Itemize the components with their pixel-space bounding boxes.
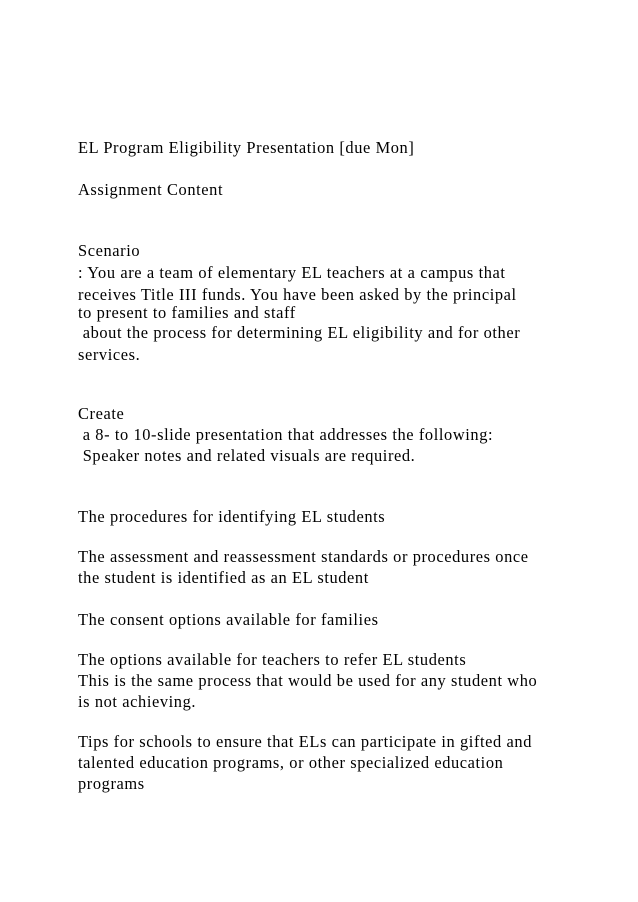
- scenario-line: services.: [78, 345, 141, 364]
- item-assessment-line: The assessment and reassessment standards or procedures once: [78, 547, 529, 566]
- scenario-line: about the process for determining EL eligibility and for other: [78, 323, 521, 342]
- scenario-line: receives Title III funds. You have been asked by the principal: [78, 285, 517, 304]
- item-assessment-line: the student is identified as an EL student: [78, 568, 369, 587]
- item-consent: The consent options available for families: [78, 610, 379, 629]
- item-tips-line: Tips for schools to ensure that ELs can participate in gifted and: [78, 732, 532, 751]
- create-label: Create: [78, 404, 125, 423]
- item-procedures: The procedures for identifying EL students: [78, 507, 386, 526]
- item-tips-line: talented education programs, or other specialized education: [78, 753, 504, 772]
- document-title: EL Program Eligibility Presentation [due Mon]: [78, 138, 415, 157]
- scenario-label: Scenario: [78, 241, 141, 260]
- item-referral-line: is not achieving.: [78, 692, 197, 711]
- assignment-content-heading: Assignment Content: [78, 180, 224, 199]
- item-referral-line: The options available for teachers to refer EL students: [78, 650, 467, 669]
- item-tips-line: programs: [78, 774, 145, 793]
- create-line: Speaker notes and related visuals are required.: [78, 446, 416, 465]
- scenario-line: to present to families and staff: [78, 303, 296, 322]
- create-line: a 8- to 10-slide presentation that addresses the following:: [78, 425, 494, 444]
- scenario-line: : You are a team of elementary EL teachers at a campus that: [78, 263, 506, 282]
- item-referral-line: This is the same process that would be used for any student who: [78, 671, 538, 690]
